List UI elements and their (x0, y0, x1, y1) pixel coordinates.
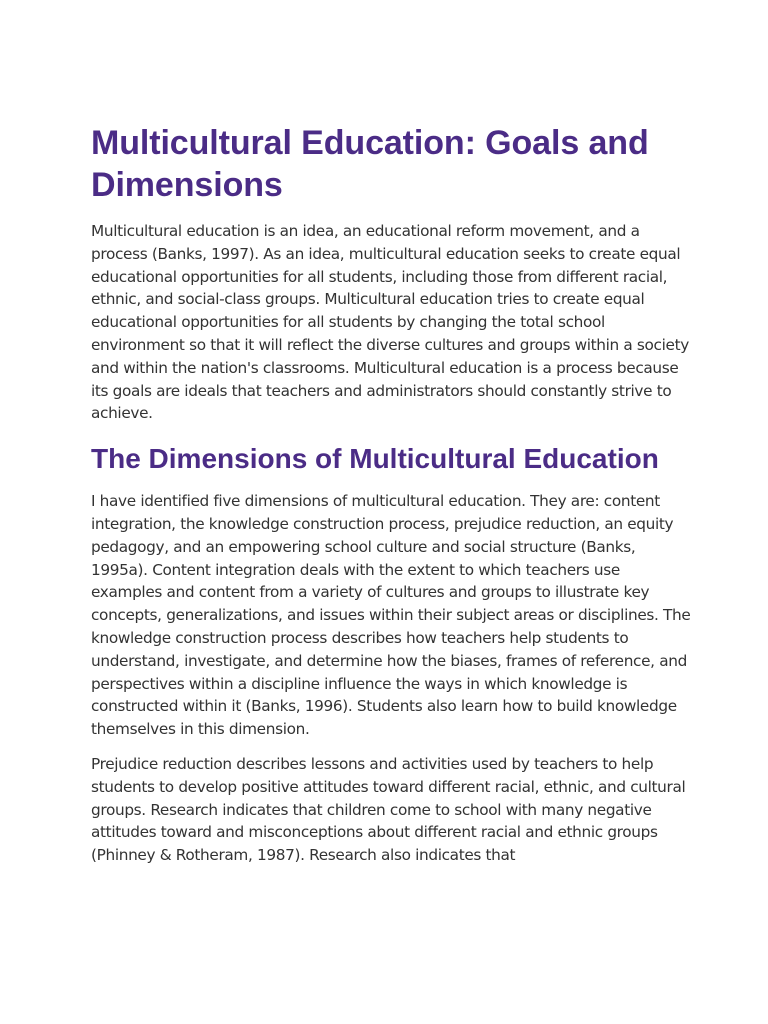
section-paragraph-1: I have identified five dimensions of multicultural education. They are: content integration, the knowledge construction process, prejudice reduction, an equity pedagogy, and an empowering school culture and social structure (Banks, 1995a). Content integration deals with the extent to which teachers use examples and content from a variety of cultures and groups to illustrate key concepts, generalizations, and issues within their subject areas or disciplines. The knowledge construction process describes how teachers help students to understand, investigate, and determine how the biases, frames of reference, and perspectives within a discipline influence the ways in which knowledge is constructed within it (Banks, 1996). Students also learn how to build knowledge themselves in this dimension. (91, 492, 691, 739)
section-heading: The Dimensions of Multicultural Education (91, 443, 659, 475)
section-paragraph-2: Prejudice reduction describes lessons and activities used by teachers to help students to develop positive attitudes toward different racial, ethnic, and cultural groups. Research indicates that children come to school with many negative attitudes toward and misconceptions about different racial and ethnic groups (Phinney & Rotheram, 1987). Research also indicates that (91, 754, 686, 865)
document-page (91, 122, 691, 879)
intro-paragraph: Multicultural education is an idea, an educational reform movement, and a process (Banks, 1997). As an idea, multicultural education seeks to create equal educational opportunities for all students, including those from different racial, ethnic, and social-class groups. Multicultural education tries to create equal educational opportunities for all students by changing the total school environment so that it will reflect the diverse cultures and groups within a society and within the nation's classrooms. Multicultural education is a process because its goals are ideals that teachers and administrators should constantly strive to achieve. (91, 222, 689, 423)
page-title: Multicultural Education: Goals and Dimensions (91, 124, 649, 204)
